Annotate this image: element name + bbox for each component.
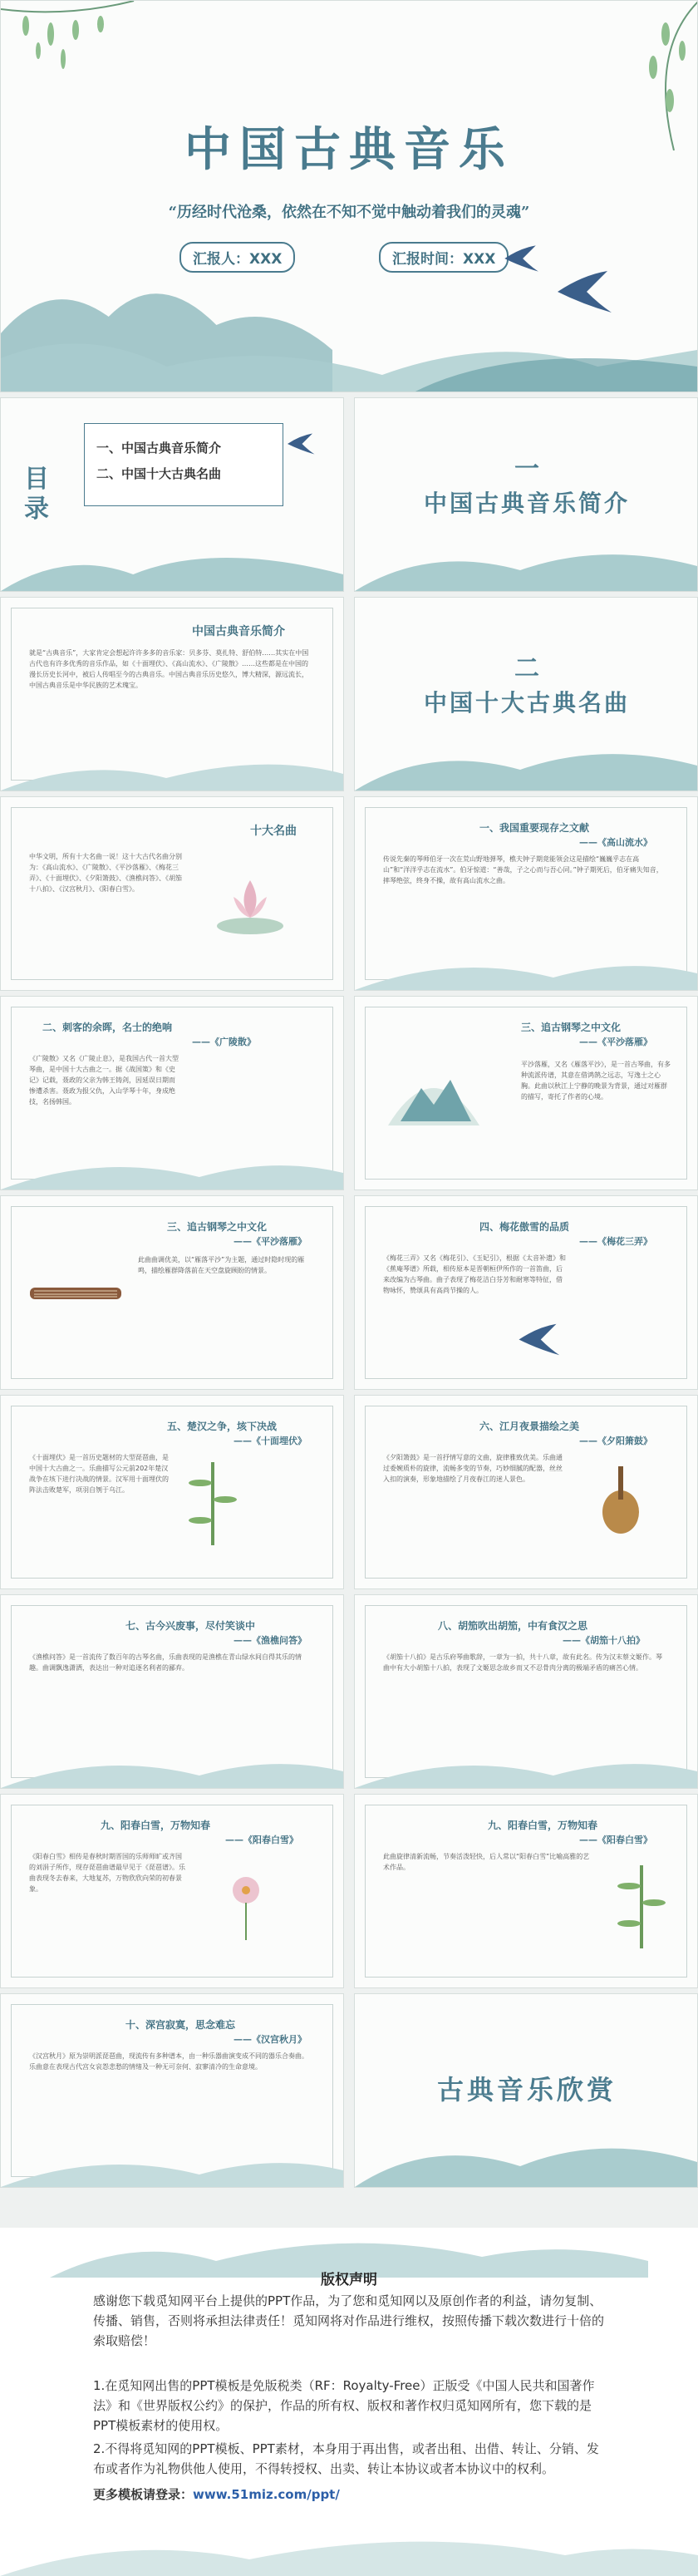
- mountain-illustration: [0, 2518, 698, 2576]
- song-slide-8: [0, 1594, 344, 1789]
- cover-quote: “历经时代沧桑，依然在不知不觉中触动着我们的灵魂”: [168, 204, 530, 221]
- section1-title: 中国古典音乐简介: [423, 490, 630, 517]
- song-text: 此曲旋律清新流畅，节奏活泼轻快，后人常以“阳春白雪”比喻高雅的艺术作品。: [383, 1853, 590, 1871]
- section2-title: 中国十大古典名曲: [423, 689, 630, 717]
- song-title: 一、我国重要现存之文献: [479, 822, 590, 834]
- intro-text: 就是“古典音乐”，大家肯定会想起许许多多的音乐家：贝多芬、莫扎特、舒伯特……其实在中国古代也有许多优秀的音乐作品，如《十面埋伏》、《高山流水》、《广陵散》……这些都是在中国的漫长历史长河中，被后人传唱至今的古典音乐。中国古典音乐历史悠久，博大精深，源远流长，中国古典音乐是中华民族的艺术瑰宝。: [29, 649, 309, 689]
- copyright-section: [0, 2228, 698, 2576]
- song-sub: ——《平沙落雁》: [233, 1236, 307, 1247]
- song-text: 此曲曲调优美，以“雁落平沙”为主题，通过时隐时现的雁鸣，描绘雁群降落前在天空盘旋顾盼的情景。: [138, 1256, 305, 1274]
- song-sub: ——《平沙落雁》: [579, 1037, 652, 1047]
- mountain-illustration: [355, 948, 697, 990]
- presenter-badge: 汇报人：XXX: [179, 242, 295, 273]
- song-title: 三、追古钢琴之中文化: [521, 1022, 622, 1033]
- song-title: 三、追古钢琴之中文化: [167, 1221, 268, 1233]
- song-slide-6: [0, 1395, 344, 1589]
- song-text: 《广陵散》又名《广陵止息》，是我国古代一首大型琴曲，是中国十大古曲之一。据《战国策》和《史记》记载，聂政的父亲为韩王铸剑，因延误日期而惨遭杀害。聂政为报父仇，入山学琴十年，身成绝技，名扬韩国。: [29, 1055, 179, 1106]
- ten-slide: [0, 796, 344, 991]
- section2-number: 二: [514, 654, 539, 683]
- ten-text: 中华文明，所有十大名曲一说！这十大古代名曲分别为：《高山流水》、《广陵散》、《平沙落雁》、《梅花三弄》、《十面埋伏》、《夕阳箫鼓》、《渔樵问答》、《胡笳十八拍》、《汉宫秋月》、《阳春白雪》。: [29, 853, 182, 893]
- landscape-fan-icon: [380, 1059, 488, 1134]
- toc-item-2[interactable]: 二、中国十大古典名曲: [96, 466, 222, 481]
- copyright-item-2: 2.不得将觅知网的PPT模板、PPT素材，本身用于再出售，或者出租、出借、转让、分销、发布或者作为礼物供他人使用，不得转授权、出卖、转让本协议或者本协议中的权利。: [93, 2441, 599, 2476]
- song-text: 《十面埋伏》是一首历史题材的大型琵琶曲，是中国十大古曲之一。乐曲描写公元前202年楚汉战争在垓下进行决战的情景。汉军用十面埋伏的阵法击败楚军，项羽自刎于乌江。: [29, 1454, 169, 1494]
- song-slide-4: [0, 1195, 344, 1390]
- song-text: 平沙落雁，又名《雁落平沙》，是一首古琴曲，有多种流派传谱，其意在借鸿鹄之远志，写逸士之心胸。此曲以秋江上宁静的晚景为背景，通过对雁群的描写，寄托了作者的心境。: [521, 1061, 671, 1101]
- song-title: 八、胡笳吹出胡笳，中有食汉之思: [438, 1620, 588, 1632]
- willow-branch-icon: [1, 1, 167, 92]
- song-sub: ——《梅花三弄》: [579, 1236, 652, 1247]
- mountain-illustration: [1, 749, 343, 791]
- copyright-intro: 感谢您下载觅知网平台上提供的PPT作品，为了您和觅知网以及原创作者的利益，请勿复制、传播、销售，否则将承担法律责任！觅知网将对作品进行维权，按照传播下载次数进行十倍的索取赔偿！: [93, 2293, 605, 2348]
- song-slide-11: [354, 1794, 698, 1988]
- swallow-icon: [549, 267, 616, 317]
- song-slide-2: [0, 996, 344, 1190]
- song-title: 七、古今兴废事，尽付笑谈中: [125, 1620, 256, 1632]
- mountain-illustration: [355, 533, 697, 591]
- section1-slide: [354, 397, 698, 592]
- song-slide-12: [0, 1993, 344, 2188]
- toc-item-1[interactable]: 一、中国古典音乐简介: [96, 441, 222, 456]
- song-slide-10: [0, 1794, 344, 1988]
- song-sub: ——《十面埋伏》: [233, 1436, 307, 1446]
- mountain-illustration: [355, 1746, 697, 1788]
- mountain-illustration: [1, 1746, 343, 1788]
- bamboo-icon: [612, 1861, 671, 1953]
- song-text: 《渔樵问答》是一首流传了数百年的古琴名曲，乐曲表现的是渔樵在青山绿水间自得其乐的情趣。曲调飘逸潇洒，表达出一种对追逐名利者的鄙弃。: [29, 1653, 302, 1672]
- copyright-more: [93, 2485, 608, 2503]
- mountain-illustration: [355, 732, 697, 791]
- intro-title: 中国古典音乐简介: [192, 625, 285, 638]
- song-sub: ——《夕阳箫鼓》: [579, 1436, 652, 1446]
- cover-title: 中国古典音乐: [184, 122, 514, 177]
- song-sub: ——《广陵散》: [192, 1037, 256, 1047]
- song-slide-3: [354, 996, 698, 1190]
- lotus-icon: [213, 864, 288, 938]
- swallow-icon: [513, 1321, 563, 1358]
- copyright-item-1: 1.在觅知网出售的PPT模板是免版税类（RF：Royalty-Free）正版受《中国人民共和国著作法》和《世界版权公约》的保护，作品的所有权、版权和著作权归觅知网所有，您下载的是PPT模板素材的使用权。: [93, 2378, 595, 2433]
- song-title: 二、刺客的余晖，名士的绝响: [42, 1022, 173, 1033]
- song-sub: ——《胡笳十八拍》: [563, 1635, 645, 1646]
- toc-slide: [0, 397, 344, 592]
- mountain-illustration: [355, 2120, 697, 2187]
- song-text: 《夕阳箫鼓》是一首抒情写意的文曲，旋律雅致优美。乐曲通过委婉质朴的旋律，流畅多变的节奏，巧妙细腻的配器，丝丝入扣的演奏，形象地描绘了月夜春江的迷人景色。: [383, 1454, 563, 1483]
- song-text: 传说先秦的琴师伯牙一次在荒山野地弹琴，樵夫钟子期竟能领会这是描绘“巍巍乎志在高山”和“洋洋乎志在流水”。伯牙惊道：“善哉，子之心而与吾心同。”钟子期死后，伯牙痛失知音，摔琴绝弦，终身不操，故有高山流水之曲。: [383, 855, 663, 884]
- song-title: 十、深宫寂寞，思念难忘: [125, 2019, 236, 2031]
- song-text: 《汉宫秋月》原为崇明派琵琶曲，现流传有多种谱本，由一种乐器曲演变成不同的器乐合奏曲。乐曲意在表现古代宫女哀怨悲愁的情绪及一种无可奈何、寂寥清冷的生命意境。: [29, 2052, 308, 2071]
- song-sub: ——《阳春白雪》: [579, 1835, 652, 1845]
- copyright-url-link[interactable]: www.51miz.com/ppt/: [193, 2487, 340, 2502]
- song-slide-9: [354, 1594, 698, 1789]
- ten-title: 十大名曲: [250, 825, 297, 838]
- copyright-more-label: 更多模板请登录：: [93, 2487, 194, 2502]
- ending-slide: [354, 1993, 698, 2188]
- song-sub: ——《渔樵问答》: [233, 1635, 307, 1646]
- song-title: 五、楚汉之争，垓下决战: [167, 1421, 278, 1432]
- pipa-icon: [587, 1462, 654, 1537]
- intro-slide: [0, 597, 344, 791]
- section2-slide: [354, 597, 698, 791]
- time-badge: 汇报时间：XXX: [379, 242, 509, 273]
- mountain-illustration: [1, 533, 343, 591]
- song-sub: ——《高山流水》: [579, 837, 652, 848]
- song-text: 《胡笳十八拍》是古乐府琴曲歌辞，一章为一拍，共十八章，故有此名。传为汉末蔡文姬作。琴曲中有大小胡笳十八拍，表现了文姬思念故乡而又不忍骨肉分离的极端矛盾的痛苦心情。: [383, 1653, 662, 1672]
- song-title: 九、阳春白雪，万物知春: [101, 1820, 211, 1831]
- song-sub: ——《阳春白雪》: [225, 1835, 298, 1845]
- song-sub: ——《汉宫秋月》: [233, 2034, 307, 2045]
- song-title: 六、江月夜景描绘之美: [479, 1421, 580, 1432]
- section1-number: 一: [514, 455, 539, 484]
- toc-menu: [84, 423, 283, 506]
- guqin-icon: [26, 1271, 125, 1321]
- copyright-heading: 版权声明: [321, 2272, 377, 2288]
- song-title: 九、阳春白雪，万物知春: [488, 1820, 598, 1831]
- mountain-illustration: [1, 1148, 343, 1189]
- song-slide-7: [354, 1395, 698, 1589]
- flower-icon: [209, 1861, 283, 1944]
- ending-title: 古典音乐欣赏: [436, 2074, 617, 2106]
- swallow-small-icon: [499, 242, 541, 275]
- mountain-illustration: [1, 242, 697, 392]
- mountain-illustration: [1, 2145, 343, 2187]
- swallow-icon: [283, 431, 317, 456]
- song-text: 《梅花三弄》又名《梅花引》、《玉妃引》，根据《太音补遗》和《蕉庵琴谱》所载，相传原本是晋朝桓伊所作的一首笛曲，后来改编为古琴曲。曲子表现了梅花洁白芬芳和耐寒等特征，借物咏怀，赞颂具有高尚节操的人。: [383, 1254, 566, 1294]
- song-slide-5: [354, 1195, 698, 1390]
- cover-slide: [0, 0, 698, 392]
- song-text: 《阳春白雪》相传是春秋时期晋国的乐师师旷或齐国的刘涓子所作，现存琵琶曲谱最早见于《琵琶谱》。乐曲表现冬去春来，大地复苏，万物欣欣向荣的初春景象。: [29, 1853, 185, 1893]
- toc-label: 目录: [24, 465, 49, 524]
- song-slide-1: [354, 796, 698, 991]
- bamboo-icon: [184, 1458, 242, 1549]
- song-title: 四、梅花傲雪的品质: [479, 1221, 570, 1233]
